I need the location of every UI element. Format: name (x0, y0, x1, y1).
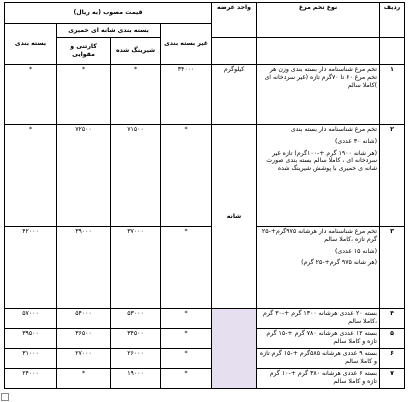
header-carton: کارتنی و مقوایی (57, 38, 111, 65)
description-text: تخم مرغ شناسنامه دار هرشانه ۹۷۵گرم+-۲۵ گرم تازه ،کاملا سالم (261, 228, 378, 243)
table-row (5, 309, 405, 329)
row-number: ۲ (380, 125, 405, 227)
header-egg-type: نوع تخم مرغ (257, 3, 380, 38)
table-row (5, 369, 405, 389)
description-text: تخم مرغ شناسنامه دار بسته بندی وزن هر تخم مرغ ۶۰ تا ۷۰گرم تازه (غیر سردخانه ای )کاملا سالم (264, 66, 378, 89)
price-packaged: ۳۹۵۰۰ (5, 329, 57, 349)
price-packaged: ۲۴۰۰۰ (5, 369, 57, 389)
header-no-packaging: غیر بسته بندی (161, 24, 212, 65)
unit-cell: کیلوگرم (212, 65, 257, 125)
header-unit: واحد عرضه (212, 3, 257, 38)
price-no-packaging: * (161, 125, 212, 227)
price-packaged: * (5, 65, 57, 125)
price-table-wrapper (4, 2, 405, 389)
egg-description: بسته ۲۰ عددی هرشانه ۱۳۰۰ گرم +-۳۰ گرم ،کاملا سالم (257, 309, 380, 329)
price-shrink: ۱۹۰۰۰ (111, 369, 161, 389)
egg-description (257, 65, 380, 125)
description-text: تخم مرغ شناسنامه دار بسته بندی (290, 126, 378, 133)
row-number: ۳ (380, 227, 405, 309)
description-text: (هر شانه ۱۹۰۰ گرم +-۱۰۰گرم) تازه غیر سردخانه ای ، کاملا سالم بسته بندی صورت شانه ی خمیری با پوشش شیرینگ شده (266, 149, 378, 172)
egg-description (257, 125, 380, 227)
egg-description: بسته ۱۲ عددی هرشانه ۷۸۰ گرم +-۱۵ گرم تازه و کاملا سالم (257, 329, 380, 349)
description-text: (هر شانه ۹۷۵ گرم+-۲۵ گرم) (301, 259, 378, 267)
table-row (5, 65, 405, 125)
header-row-1 (5, 3, 405, 24)
price-no-packaging: * (161, 329, 212, 349)
egg-price-table (4, 2, 405, 389)
table-row (5, 329, 405, 349)
header-package-group: بسته بندی شانه ای خمیری (57, 24, 161, 38)
egg-description: بسته ۹ عددی هرشانه ۵۸۵گرم +-۱۵ گرم تازه و کاملا سالم (257, 349, 380, 369)
description-text: (شانه ۳۰ عددی) (334, 137, 378, 145)
row-number: ۴ (380, 309, 405, 329)
price-no-packaging: * (161, 369, 212, 389)
price-carton: ۷۲۵۰۰ (57, 125, 111, 227)
price-shrink: ۲۶۰۰۰ (111, 349, 161, 369)
row-number: ۱ (380, 65, 405, 125)
price-no-packaging: * (161, 349, 212, 369)
price-packaged: ۳۱۰۰۰ (5, 349, 57, 369)
price-shrink: ۵۳۰۰۰ (111, 309, 161, 329)
price-no-packaging: * (161, 309, 212, 329)
price-no-packaging: ۳۴۰۰۰ (161, 65, 212, 125)
price-carton: * (57, 369, 111, 389)
row-number: ۷ (380, 369, 405, 389)
row-number: ۶ (380, 349, 405, 369)
price-no-packaging: * (161, 227, 212, 309)
egg-description: بسته ۶ عددی هرشانه ۳۸۰ گرم +-۱۰ گرم تازه و کاملا سالم (257, 369, 380, 389)
price-shrink: * (111, 65, 161, 125)
price-carton: ۵۴۰۰۰ (57, 309, 111, 329)
unit-cell-empty (212, 309, 257, 389)
table-row (5, 349, 405, 369)
header-packaged: بسته بندی (5, 24, 57, 65)
price-shrink: ۷۱۵۰۰ (111, 125, 161, 227)
price-packaged: ۵۷۰۰۰ (5, 309, 57, 329)
table-row (5, 227, 405, 309)
price-packaged: * (5, 125, 57, 227)
price-packaged: ۴۲۰۰۰ (5, 227, 57, 309)
table-row (5, 125, 405, 227)
price-carton: ۳۹۰۰۰ (57, 227, 111, 309)
header-price-group: قیمت مصوب (به ریال) (5, 3, 212, 24)
unit-cell-tray: شانه (212, 125, 257, 309)
header-shrink: شیرینگ شده (111, 38, 161, 65)
price-carton: * (57, 65, 111, 125)
description-text: (شانه ۱۵ عددی) (334, 247, 378, 255)
price-carton: ۲۷۰۰۰ (57, 349, 111, 369)
table-resize-handle[interactable] (1, 393, 9, 401)
row-number: ۵ (380, 329, 405, 349)
header-row-number: ردیف (380, 3, 405, 38)
price-shrink: ۳۷۰۰۰ (111, 227, 161, 309)
egg-description (257, 227, 380, 309)
price-shrink: ۳۴۵۰۰ (111, 329, 161, 349)
price-carton: ۳۶۵۰۰ (57, 329, 111, 349)
